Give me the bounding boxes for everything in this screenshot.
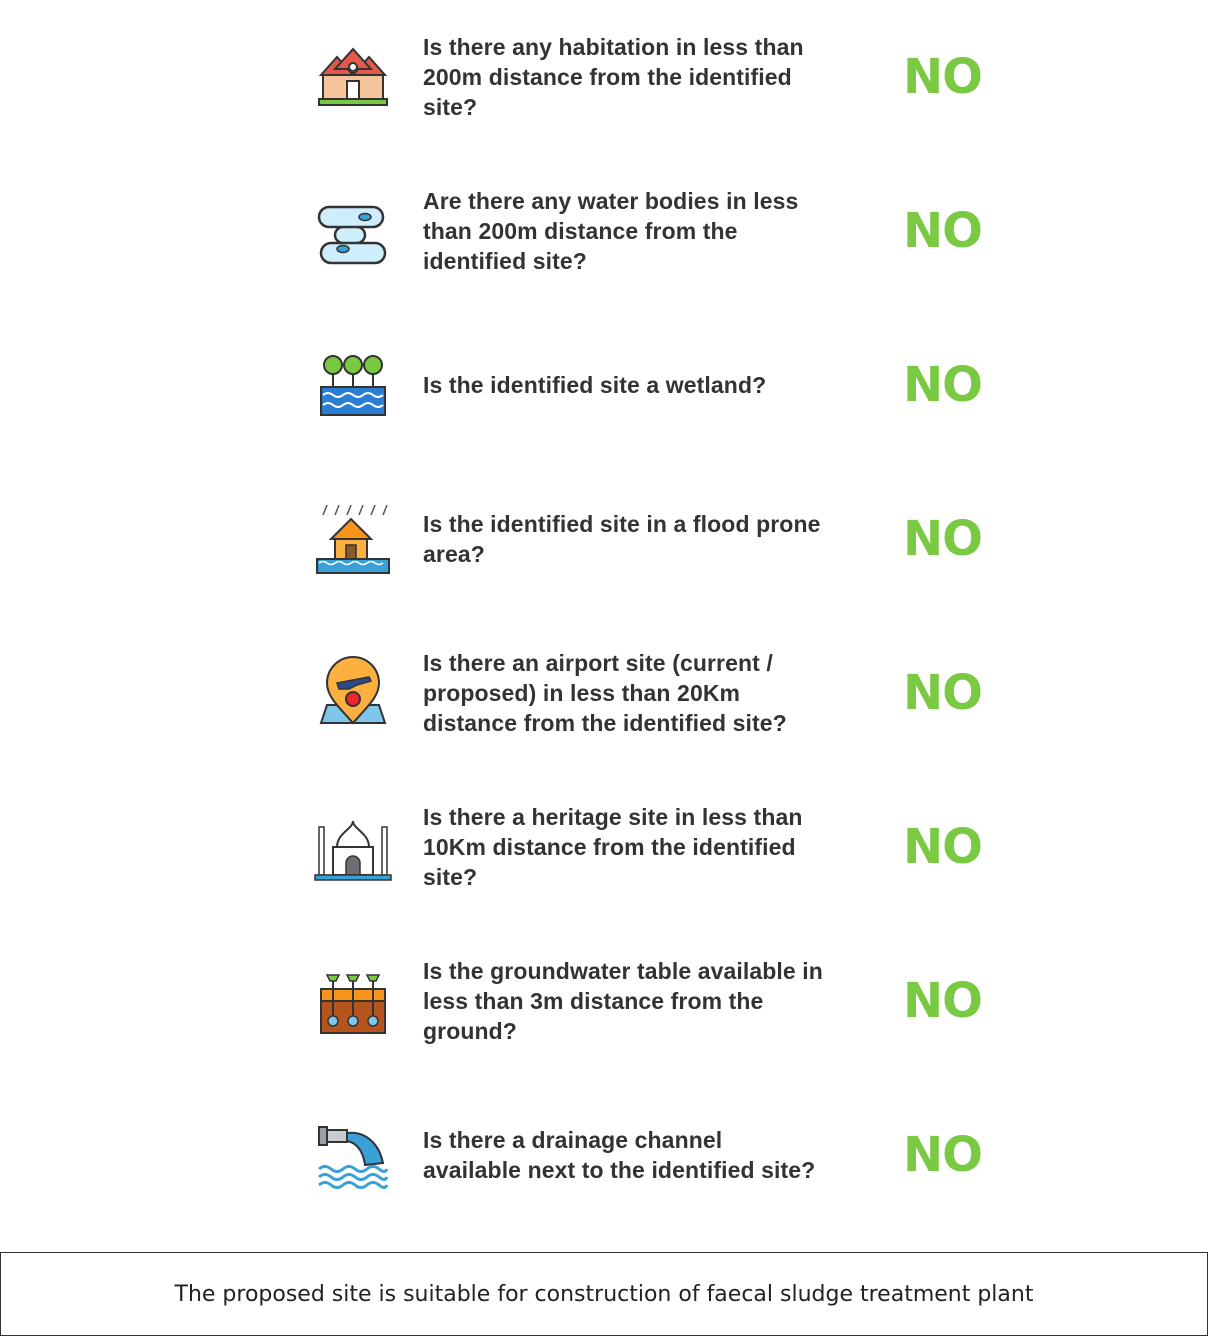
criterion-question: Is there a drainage channel available next to the identified site? — [423, 1127, 816, 1183]
criterion-answer: NO — [903, 357, 982, 413]
criterion-answer: NO — [903, 511, 982, 567]
criterion-row — [0, 770, 1216, 924]
criterion-answer: NO — [903, 819, 982, 875]
criterion-row — [0, 154, 1216, 308]
criterion-answer: NO — [903, 49, 982, 105]
water-body-icon — [313, 191, 393, 271]
criterion-answer: NO — [903, 203, 982, 259]
criterion-question: Is the identified site a wetland? — [423, 372, 767, 398]
criterion-row — [0, 462, 1216, 616]
criterion-question: Is the groundwater table available in less than 3m distance from the ground? — [423, 958, 823, 1044]
criterion-row — [0, 0, 1216, 154]
criterion-row — [0, 616, 1216, 770]
criterion-question: Is the identified site in a flood prone area? — [423, 511, 821, 567]
criterion-question: Is there a heritage site in less than 10Km distance from the identified site? — [423, 804, 803, 890]
criterion-question: Is there any habitation in less than 200m distance from the identified site? — [423, 34, 804, 120]
criterion-answer: NO — [903, 1127, 982, 1183]
criterion-question: Is there an airport site (current / proposed) in less than 20Km distance from the identified site? — [423, 650, 787, 736]
flood-icon — [313, 499, 393, 579]
drainage-pipe-icon — [313, 1115, 393, 1195]
conclusion-box — [0, 1252, 1208, 1336]
conclusion-text: The proposed site is suitable for construction of faecal sludge treatment plant — [174, 1281, 1034, 1307]
houses-icon — [313, 37, 393, 117]
airport-location-icon — [313, 653, 393, 733]
criterion-row — [0, 1078, 1216, 1232]
criterion-row — [0, 308, 1216, 462]
groundwater-icon — [313, 961, 393, 1041]
criterion-answer: NO — [903, 973, 982, 1029]
heritage-monument-icon — [313, 807, 393, 887]
criterion-row — [0, 924, 1216, 1078]
criterion-answer: NO — [903, 665, 982, 721]
wetland-icon — [313, 345, 393, 425]
criterion-question: Are there any water bodies in less than 200m distance from the identified site? — [423, 188, 799, 274]
